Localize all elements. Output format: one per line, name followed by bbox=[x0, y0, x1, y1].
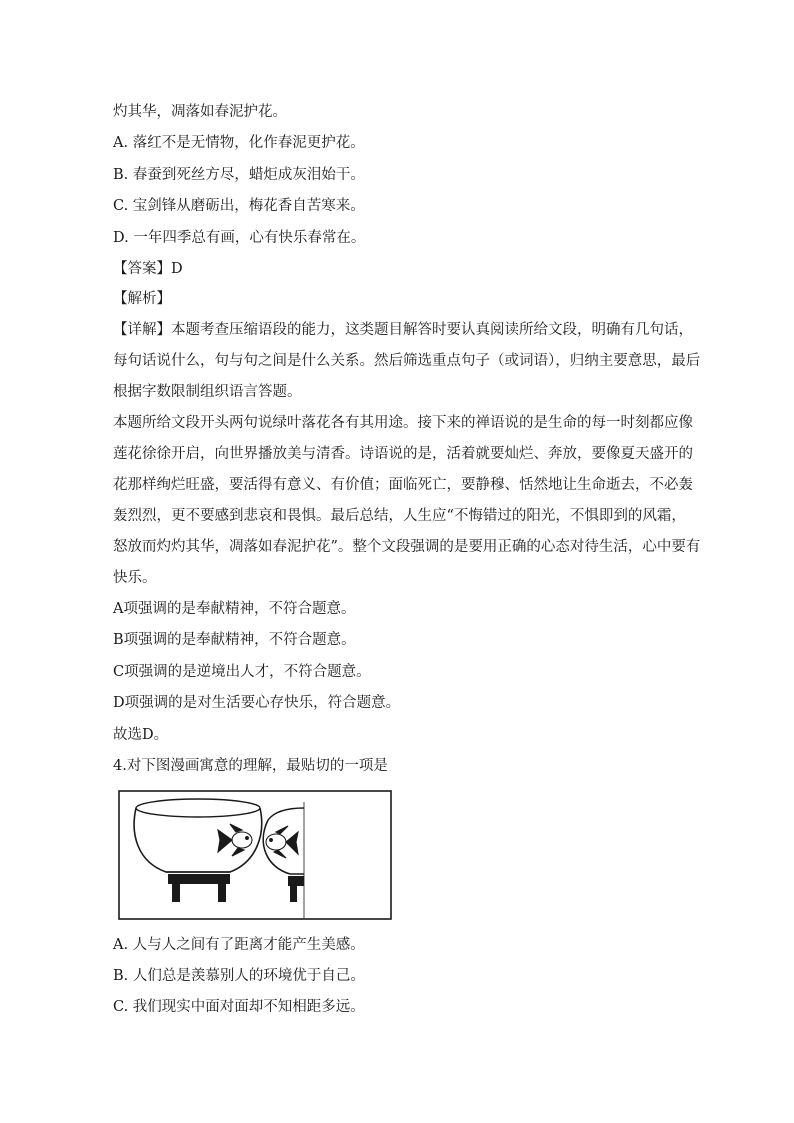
answer-label: 【答案】D bbox=[113, 261, 183, 277]
explanation-line: 莲花徐徐开启，向世界播放美与清香。诗语说的是，活着就要灿烂、奔放，要像夏天盛开的 bbox=[113, 446, 693, 462]
explanation-line: 花那样绚烂旺盛，要活得有意义、有价值；面临死亡，要静穆、恬然地让生命逝去，不必轰 bbox=[113, 477, 693, 493]
cartoon-fishbowls bbox=[118, 790, 392, 920]
analysis-option-d: D项强调的是对生活要心存快乐，符合题意。 bbox=[113, 695, 401, 711]
question-stem: 4.对下图漫画寓意的理解，最贴切的一项是 bbox=[113, 758, 388, 774]
detail-line: 每句话说什么，句与句之间是什么关系。然后筛选重点句子（或词语），归纳主要意思，最后 bbox=[113, 353, 701, 369]
analysis-option-b: B项强调的是奉献精神，不符合题意。 bbox=[113, 632, 356, 648]
detail-line: 【详解】本题考查压缩语段的能力，这类题目解答时要认真阅读所给文段，明确有几句话， bbox=[113, 322, 693, 338]
explanation-line: 轰烈烈，更不要感到悲哀和畏惧。最后总结，人生应“不悔错过的阳光，不惧即到的风霜， bbox=[113, 508, 686, 524]
question-option-b: B. 人们总是羡慕别人的环境优于自己。 bbox=[113, 968, 365, 984]
detail-line: 根据字数限制组织语言答题。 bbox=[113, 384, 302, 400]
analysis-label: 【解析】 bbox=[113, 291, 171, 307]
analysis-option-c: C项强调的是逆境出人才，不符合题意。 bbox=[113, 664, 371, 680]
option-b: B. 春蚕到死丝方尽，蜡炬成灰泪始干。 bbox=[113, 167, 365, 183]
analysis-option-a: A项强调的是奉献精神，不符合题意。 bbox=[113, 601, 356, 617]
explanation-line: 本题所给文段开头两句说绿叶落花各有其用途。接下来的禅语说的是生命的每一时刻都应像 bbox=[113, 415, 693, 431]
explanation-line: 怒放而灼灼其华，凋落如春泥护花”。整个文段强调的是要用正确的心态对待生活，心中要有 bbox=[113, 539, 701, 555]
option-d: D. 一年四季总有画，心有快乐春常在。 bbox=[113, 230, 366, 246]
option-c: C. 宝剑锋从磨砺出，梅花香自苦寒来。 bbox=[113, 198, 365, 214]
text-line: 灼其华，凋落如春泥护花。 bbox=[113, 104, 287, 120]
question-option-a: A. 人与人之间有了距离才能产生美感。 bbox=[113, 937, 365, 953]
explanation-line: 快乐。 bbox=[113, 570, 157, 586]
option-a: A. 落红不是无情物，化作春泥更护花。 bbox=[113, 135, 365, 151]
question-option-c: C. 我们现实中面对面却不知相距多远。 bbox=[113, 999, 365, 1015]
conclusion-line: 故选D。 bbox=[113, 727, 169, 743]
